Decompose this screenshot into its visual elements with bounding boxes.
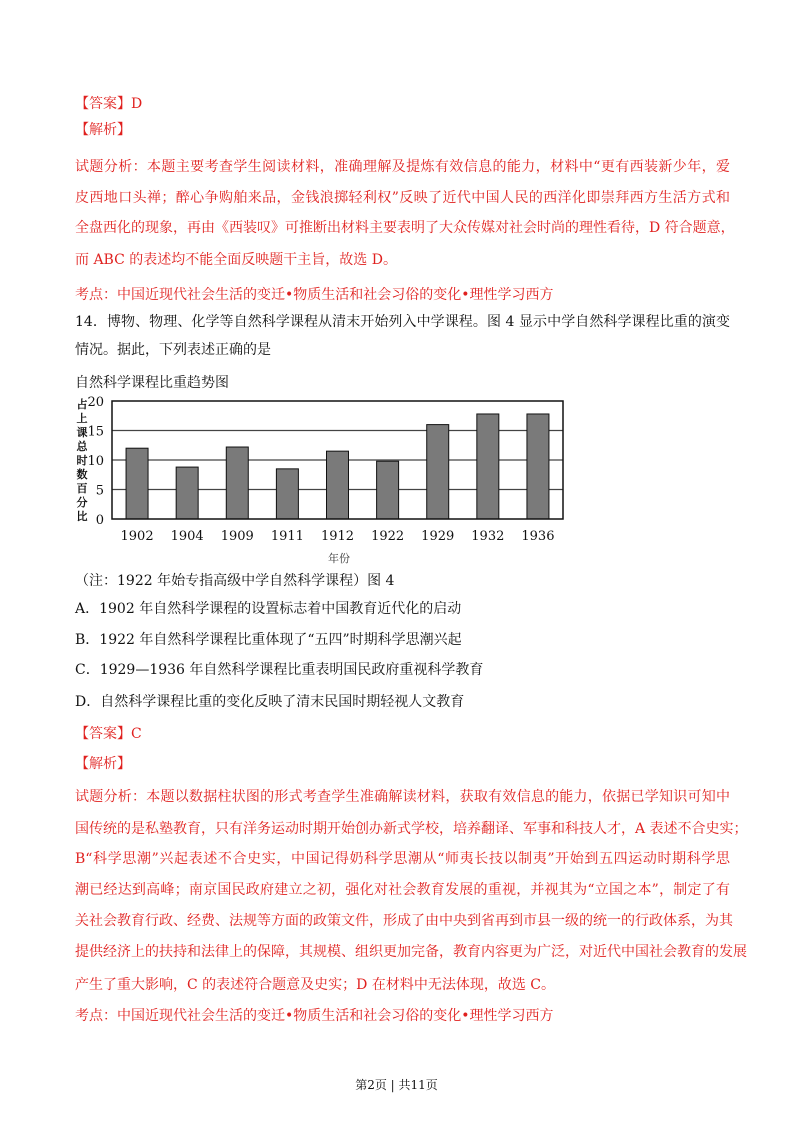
- bar-1932: [477, 414, 499, 519]
- y-tick-label: 15: [87, 424, 104, 440]
- q14-stem-line: 情况。据此，下列表述正确的是: [75, 342, 271, 358]
- bar-1902: [126, 448, 148, 519]
- y-axis-label-char: 数: [76, 468, 88, 481]
- x-tick-label: 1936: [521, 529, 555, 544]
- bar-1922: [377, 461, 399, 519]
- q14-analysis-line: 关社会教育行政、经费、法规等方面的政策文件，形成了由中央到省再到市县一级的统一的行政体系，为其: [75, 913, 733, 929]
- y-tick-label: 20: [87, 395, 104, 410]
- q14-analysis-line: 试题分析：本题以数据柱状图的形式考查学生准确解读材料，获取有效信息的能力，依据已学知识可知中: [75, 789, 730, 805]
- q14-answer: 【答案】C: [75, 726, 142, 742]
- y-axis-label-char: 占: [76, 398, 88, 411]
- q13-answer: 【答案】D: [75, 96, 143, 112]
- bar-1911: [276, 469, 298, 519]
- bar-1912: [327, 451, 349, 519]
- bar-chart: [70, 394, 570, 569]
- q14-analysis-label: 【解析】: [75, 756, 131, 772]
- x-tick-label: 1911: [270, 529, 304, 544]
- y-axis-label-char: 分: [76, 496, 88, 509]
- y-tick-label: 10: [87, 454, 104, 469]
- y-axis-label-char: 上: [76, 412, 88, 425]
- q14-analysis-line: 提供经济上的扶持和法律上的保障，其规模、组织更加完备，教育内容更为广泛，对近代中国社会教育的发展: [75, 944, 747, 960]
- option-a: A．1902 年自然科学课程的设置标志着中国教育近代化的启动: [75, 601, 462, 617]
- x-tick-label: 1929: [421, 529, 455, 544]
- y-axis-label-char: 总: [76, 440, 88, 453]
- x-tick-label: 1909: [220, 529, 254, 544]
- bar-1929: [427, 425, 449, 519]
- x-tick-label: 1922: [371, 529, 405, 544]
- x-tick-label: 1932: [471, 529, 505, 544]
- q13-analysis-label: 【解析】: [75, 122, 131, 138]
- y-axis-label-char: 比: [76, 510, 88, 523]
- y-tick-label: 0: [95, 513, 104, 528]
- q13-point: 考点：中国近现代社会生活的变迁•物质生活和社会习俗的变化•理性学习西方: [75, 287, 554, 303]
- x-tick-label: 1912: [320, 529, 355, 544]
- q13-analysis-line: 皮西地口头禅；醉心争购舶来品，金钱浪掷轻利权”反映了近代中国人民的西洋化即崇拜西方生活方式和: [75, 190, 730, 206]
- bar-1936: [527, 414, 549, 519]
- option-d: D．自然科学课程比重的变化反映了清末民国时期轻视人文教育: [75, 694, 465, 710]
- q13-analysis-line: 而 ABC 的表述均不能全面反映题干主旨，故选 D。: [75, 252, 397, 268]
- y-axis-label-char: 时: [76, 454, 88, 467]
- q13-analysis-line: 全盘西化的现象，再由《西装叹》可推断出材料主要表明了大众传媒对社会时尚的理性看待，D 符合题意，: [75, 220, 735, 236]
- q14-analysis-line: B“科学思潮”兴起表述不合史实，中国记得奶科学思潮从“师夷长技以制夷”开始到五四运动时期科学思: [75, 851, 730, 867]
- chart-title: 自然科学课程比重趋势图: [75, 375, 229, 391]
- chart-note: （注：1922 年始专指高级中学自然科学课程）图 4: [75, 573, 395, 589]
- option-c: C．1929—1936 年自然科学课程比重表明国民政府重视科学教育: [75, 662, 484, 678]
- bar-1904: [176, 467, 198, 519]
- q14-stem-line: 14．博物、物理、化学等自然科学课程从清末开始列入中学课程。图 4 显示中学自然科学课程比重的演变: [75, 314, 730, 330]
- bar-1909: [226, 447, 248, 519]
- y-axis-label-char: 百: [76, 482, 88, 495]
- y-tick-label: 5: [95, 483, 104, 499]
- q14-analysis-line: 产生了重大影响，C 的表述符合题意及史实；D 在材料中无法体现，故选 C。: [75, 977, 555, 993]
- y-axis-label-char: 课: [76, 426, 88, 439]
- q13-analysis-line: 试题分析：本题主要考查学生阅读材料，准确理解及提炼有效信息的能力，材料中“更有西装新少年，爱: [75, 159, 730, 175]
- x-tick-label: 1902: [120, 529, 154, 544]
- q14-analysis-line: 国传统的是私塾教育，只有洋务运动时期开始创办新式学校，培养翻译、军事和科技人才，A 表述不合史实；: [75, 821, 748, 837]
- page-footer: 第2页 | 共11页: [355, 1078, 438, 1092]
- x-tick-label: 1904: [170, 529, 204, 544]
- x-axis-label: 年份: [328, 552, 350, 565]
- q14-point: 考点：中国近现代社会生活的变迁•物质生活和社会习俗的变化•理性学习西方: [75, 1008, 554, 1024]
- q14-analysis-line: 潮已经达到高峰；南京国民政府建立之初，强化对社会教育发展的重视，并视其为“立国之本”，制定了有: [75, 882, 730, 898]
- option-b: B．1922 年自然科学课程比重体现了“五四”时期科学思潮兴起: [75, 632, 462, 648]
